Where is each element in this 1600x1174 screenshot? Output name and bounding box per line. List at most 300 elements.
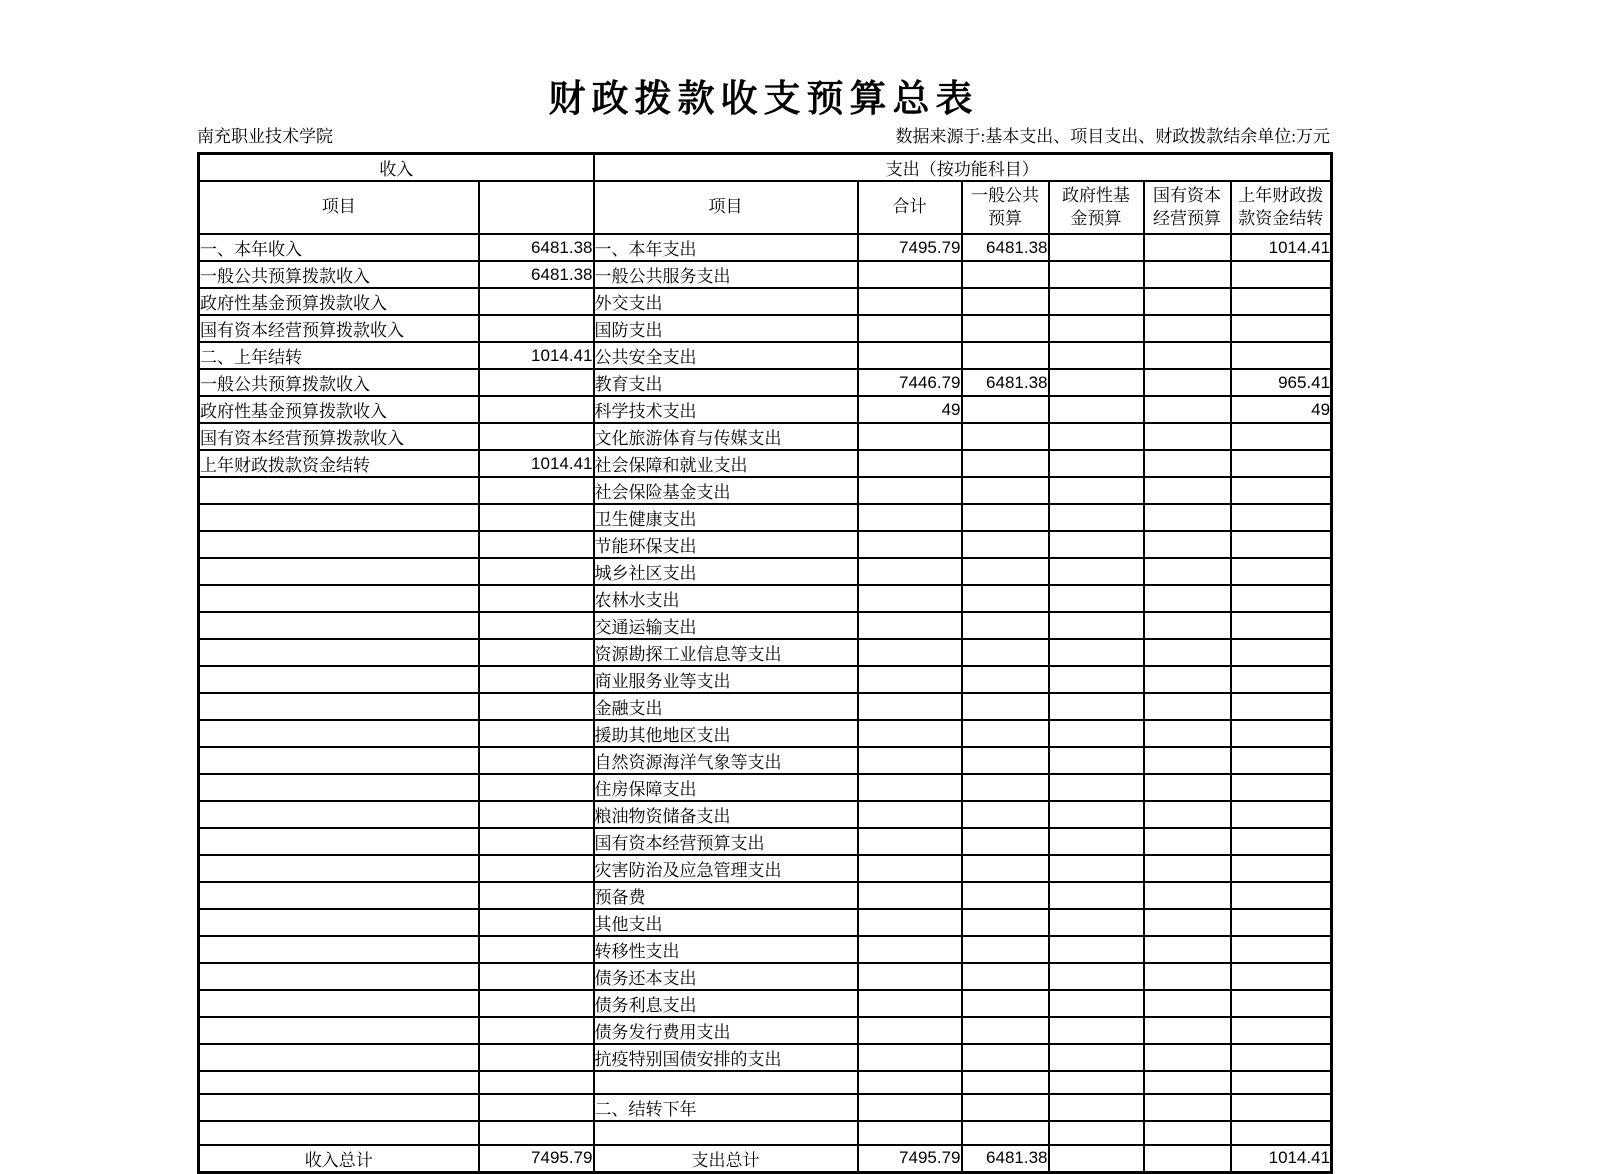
expense-item-cell: 其他支出 bbox=[594, 909, 858, 936]
expense-total-cell bbox=[858, 720, 962, 747]
expense-item-cell: 一般公共服务支出 bbox=[594, 261, 858, 288]
expense-general-budget-cell bbox=[962, 504, 1049, 531]
expense-carryover-cell bbox=[1231, 261, 1332, 288]
total-row bbox=[199, 1145, 1332, 1173]
expense-general-budget-cell bbox=[962, 639, 1049, 666]
income-item-cell bbox=[199, 1094, 479, 1121]
income-item-cell bbox=[199, 936, 479, 963]
expense-gov-fund-cell bbox=[1049, 1145, 1144, 1173]
budget-table bbox=[197, 152, 1333, 1174]
expense-general-budget-cell bbox=[962, 288, 1049, 315]
expense-gov-fund-cell bbox=[1049, 963, 1144, 990]
income-amount-cell bbox=[479, 423, 594, 450]
income-amount-cell bbox=[479, 963, 594, 990]
income-item-cell: 一般公共预算拨款收入 bbox=[199, 261, 479, 288]
table-row bbox=[199, 666, 1332, 693]
expense-item-cell: 社会保障和就业支出 bbox=[594, 450, 858, 477]
expense-carryover-cell: 965.41 bbox=[1231, 369, 1332, 396]
general-public-budget-header: 一般公共预算 bbox=[962, 181, 1049, 234]
expense-item-cell: 粮油物资储备支出 bbox=[594, 801, 858, 828]
expense-state-capital-cell bbox=[1144, 315, 1231, 342]
expense-item-cell: 交通运输支出 bbox=[594, 612, 858, 639]
income-amount-cell: 6481.38 bbox=[479, 234, 594, 261]
expense-gov-fund-cell bbox=[1049, 450, 1144, 477]
expense-item-cell: 债务发行费用支出 bbox=[594, 1017, 858, 1044]
expense-state-capital-cell bbox=[1144, 369, 1231, 396]
income-section-header: 收入 bbox=[199, 154, 594, 182]
income-amount-cell bbox=[479, 747, 594, 774]
expense-item-cell: 一、本年支出 bbox=[594, 234, 858, 261]
income-item-cell bbox=[199, 531, 479, 558]
expense-state-capital-cell bbox=[1144, 1017, 1231, 1044]
expense-gov-fund-cell bbox=[1049, 909, 1144, 936]
table-row bbox=[199, 720, 1332, 747]
expense-item-cell: 社会保险基金支出 bbox=[594, 477, 858, 504]
income-amount-cell bbox=[479, 855, 594, 882]
expense-state-capital-cell bbox=[1144, 909, 1231, 936]
expense-general-budget-cell bbox=[962, 990, 1049, 1017]
income-item-cell bbox=[199, 720, 479, 747]
expense-carryover-cell bbox=[1231, 963, 1332, 990]
expense-carryover-cell bbox=[1231, 1094, 1332, 1121]
expense-item-cell: 公共安全支出 bbox=[594, 342, 858, 369]
table-row bbox=[199, 909, 1332, 936]
expense-item-cell: 自然资源海洋气象等支出 bbox=[594, 747, 858, 774]
gov-fund-budget-header: 政府性基金预算 bbox=[1049, 181, 1144, 234]
expense-total-cell bbox=[858, 1044, 962, 1071]
expense-item-cell: 金融支出 bbox=[594, 693, 858, 720]
expense-general-budget-cell bbox=[962, 1094, 1049, 1121]
expense-item-cell: 文化旅游体育与传媒支出 bbox=[594, 423, 858, 450]
expense-item-cell: 农林水支出 bbox=[594, 585, 858, 612]
table-row bbox=[199, 558, 1332, 585]
expense-carryover-cell bbox=[1231, 531, 1332, 558]
expense-general-budget-cell bbox=[962, 1121, 1049, 1144]
expense-general-budget-cell bbox=[962, 342, 1049, 369]
table-row bbox=[199, 585, 1332, 612]
expense-total-cell: 7446.79 bbox=[858, 369, 962, 396]
expense-gov-fund-cell bbox=[1049, 1121, 1144, 1144]
income-item-cell bbox=[199, 585, 479, 612]
expense-item-cell: 节能环保支出 bbox=[594, 531, 858, 558]
expense-gov-fund-cell bbox=[1049, 720, 1144, 747]
income-item-cell bbox=[199, 882, 479, 909]
expense-gov-fund-cell bbox=[1049, 828, 1144, 855]
expense-gov-fund-cell bbox=[1049, 1017, 1144, 1044]
expense-carryover-cell bbox=[1231, 747, 1332, 774]
expense-gov-fund-cell bbox=[1049, 558, 1144, 585]
expense-carryover-cell bbox=[1231, 828, 1332, 855]
income-amount-cell bbox=[479, 828, 594, 855]
income-item-cell bbox=[199, 990, 479, 1017]
expense-total-cell bbox=[858, 612, 962, 639]
table-row bbox=[199, 477, 1332, 504]
expense-total-cell bbox=[858, 666, 962, 693]
income-item-cell bbox=[199, 801, 479, 828]
expense-state-capital-cell bbox=[1144, 828, 1231, 855]
expense-gov-fund-cell bbox=[1049, 1044, 1144, 1071]
income-item-cell: 一般公共预算拨款收入 bbox=[199, 369, 479, 396]
expense-item-cell: 科学技术支出 bbox=[594, 396, 858, 423]
expense-item-cell: 教育支出 bbox=[594, 369, 858, 396]
expense-state-capital-cell bbox=[1144, 666, 1231, 693]
expense-state-capital-cell bbox=[1144, 1094, 1231, 1121]
expense-gov-fund-cell bbox=[1049, 882, 1144, 909]
expense-item-cell: 国防支出 bbox=[594, 315, 858, 342]
expense-general-budget-cell bbox=[962, 693, 1049, 720]
expense-carryover-cell bbox=[1231, 342, 1332, 369]
expense-item-cell bbox=[594, 1071, 858, 1094]
table-row bbox=[199, 828, 1332, 855]
expense-gov-fund-cell bbox=[1049, 1071, 1144, 1094]
expense-general-budget-cell bbox=[962, 1017, 1049, 1044]
expense-total-cell bbox=[858, 639, 962, 666]
expense-gov-fund-cell bbox=[1049, 693, 1144, 720]
income-item-cell: 政府性基金预算拨款收入 bbox=[199, 288, 479, 315]
income-item-cell: 上年财政拨款资金结转 bbox=[199, 450, 479, 477]
income-amount-cell: 6481.38 bbox=[479, 261, 594, 288]
expense-state-capital-cell bbox=[1144, 882, 1231, 909]
table-row bbox=[199, 342, 1332, 369]
subheader bbox=[197, 126, 1330, 148]
expense-general-budget-cell: 6481.38 bbox=[962, 369, 1049, 396]
income-item-cell bbox=[199, 909, 479, 936]
expense-general-budget-cell bbox=[962, 423, 1049, 450]
income-amount-header bbox=[479, 181, 594, 234]
expense-state-capital-cell bbox=[1144, 396, 1231, 423]
expense-total-cell bbox=[858, 855, 962, 882]
state-capital-budget-header: 国有资本经营预算 bbox=[1144, 181, 1231, 234]
expense-state-capital-cell bbox=[1144, 531, 1231, 558]
expense-carryover-cell bbox=[1231, 288, 1332, 315]
income-amount-cell: 1014.41 bbox=[479, 342, 594, 369]
expense-general-budget-cell bbox=[962, 963, 1049, 990]
expense-state-capital-cell bbox=[1144, 801, 1231, 828]
expense-gov-fund-cell bbox=[1049, 477, 1144, 504]
expense-gov-fund-cell bbox=[1049, 531, 1144, 558]
expense-gov-fund-cell bbox=[1049, 396, 1144, 423]
expense-gov-fund-cell bbox=[1049, 801, 1144, 828]
expense-carryover-cell bbox=[1231, 450, 1332, 477]
income-amount-cell bbox=[479, 369, 594, 396]
expense-general-budget-cell bbox=[962, 1071, 1049, 1094]
expense-general-budget-cell bbox=[962, 936, 1049, 963]
expense-item-cell: 城乡社区支出 bbox=[594, 558, 858, 585]
table-row bbox=[199, 261, 1332, 288]
income-item-cell bbox=[199, 1017, 479, 1044]
expense-total-cell bbox=[858, 747, 962, 774]
expense-item-cell: 二、结转下年 bbox=[594, 1094, 858, 1121]
page-title: 财政拨款收支预算总表 bbox=[548, 79, 979, 120]
expense-state-capital-cell bbox=[1144, 1121, 1231, 1144]
expense-total-cell bbox=[858, 288, 962, 315]
table-row bbox=[199, 936, 1332, 963]
expense-general-budget-cell bbox=[962, 882, 1049, 909]
expense-total-cell bbox=[858, 1071, 962, 1094]
expense-item-cell bbox=[594, 1121, 858, 1144]
expense-total-cell: 49 bbox=[858, 396, 962, 423]
expense-gov-fund-cell bbox=[1049, 585, 1144, 612]
expense-total-cell bbox=[858, 585, 962, 612]
expense-state-capital-cell bbox=[1144, 234, 1231, 261]
table-row bbox=[199, 1071, 1332, 1094]
expense-gov-fund-cell bbox=[1049, 639, 1144, 666]
expense-state-capital-cell bbox=[1144, 477, 1231, 504]
table-row bbox=[199, 396, 1332, 423]
expense-total-cell bbox=[858, 261, 962, 288]
income-item-cell bbox=[199, 558, 479, 585]
expense-gov-fund-cell bbox=[1049, 261, 1144, 288]
expense-carryover-cell bbox=[1231, 774, 1332, 801]
income-amount-cell bbox=[479, 396, 594, 423]
expense-carryover-cell bbox=[1231, 693, 1332, 720]
expense-section-header: 支出（按功能科目） bbox=[594, 154, 1332, 182]
expense-gov-fund-cell bbox=[1049, 666, 1144, 693]
expense-general-budget-cell bbox=[962, 801, 1049, 828]
expense-total-cell bbox=[858, 801, 962, 828]
income-item-cell bbox=[199, 504, 479, 531]
expense-general-budget-cell bbox=[962, 1044, 1049, 1071]
income-item-cell: 国有资本经营预算拨款收入 bbox=[199, 423, 479, 450]
expense-general-budget-cell bbox=[962, 909, 1049, 936]
expense-item-cell: 援助其他地区支出 bbox=[594, 720, 858, 747]
income-amount-cell bbox=[479, 315, 594, 342]
total-header: 合计 bbox=[858, 181, 962, 234]
expense-total-cell bbox=[858, 450, 962, 477]
expense-state-capital-cell bbox=[1144, 990, 1231, 1017]
expense-total-cell bbox=[858, 504, 962, 531]
expense-state-capital-cell bbox=[1144, 963, 1231, 990]
expense-item-cell: 卫生健康支出 bbox=[594, 504, 858, 531]
table-row bbox=[199, 801, 1332, 828]
expense-carryover-cell: 49 bbox=[1231, 396, 1332, 423]
expense-carryover-cell bbox=[1231, 666, 1332, 693]
income-amount-cell bbox=[479, 504, 594, 531]
expense-total-cell bbox=[858, 558, 962, 585]
expense-item-cell: 资源勘探工业信息等支出 bbox=[594, 639, 858, 666]
expense-carryover-cell bbox=[1231, 315, 1332, 342]
table-row bbox=[199, 855, 1332, 882]
expense-carryover-cell bbox=[1231, 909, 1332, 936]
table-row bbox=[199, 990, 1332, 1017]
expense-state-capital-cell bbox=[1144, 720, 1231, 747]
expense-state-capital-cell bbox=[1144, 423, 1231, 450]
income-item-cell bbox=[199, 477, 479, 504]
expense-item-cell: 转移性支出 bbox=[594, 936, 858, 963]
expense-item-cell: 国有资本经营预算支出 bbox=[594, 828, 858, 855]
expense-general-budget-cell bbox=[962, 531, 1049, 558]
expense-carryover-cell bbox=[1231, 720, 1332, 747]
income-item-cell bbox=[199, 612, 479, 639]
table-row bbox=[199, 1044, 1332, 1071]
expense-carryover-cell bbox=[1231, 1071, 1332, 1094]
table-body bbox=[199, 234, 1332, 1172]
table-row bbox=[199, 882, 1332, 909]
expense-item-cell: 住房保障支出 bbox=[594, 774, 858, 801]
income-amount-cell bbox=[479, 882, 594, 909]
expense-general-budget-cell bbox=[962, 720, 1049, 747]
expense-carryover-cell bbox=[1231, 612, 1332, 639]
income-amount-cell bbox=[479, 477, 594, 504]
expense-gov-fund-cell bbox=[1049, 774, 1144, 801]
expense-state-capital-cell bbox=[1144, 450, 1231, 477]
expense-total-cell: 7495.79 bbox=[858, 234, 962, 261]
expense-gov-fund-cell bbox=[1049, 288, 1144, 315]
expense-total-cell bbox=[858, 963, 962, 990]
expense-total-cell bbox=[858, 315, 962, 342]
expense-general-budget-cell bbox=[962, 666, 1049, 693]
expense-item-header: 项目 bbox=[594, 181, 858, 234]
income-amount-cell bbox=[479, 612, 594, 639]
expense-total-cell bbox=[858, 1017, 962, 1044]
income-item-cell bbox=[199, 747, 479, 774]
income-amount-cell bbox=[479, 990, 594, 1017]
expense-state-capital-cell bbox=[1144, 747, 1231, 774]
expense-carryover-cell bbox=[1231, 1017, 1332, 1044]
table-row bbox=[199, 612, 1332, 639]
expense-general-budget-cell bbox=[962, 855, 1049, 882]
expense-state-capital-cell bbox=[1144, 504, 1231, 531]
income-item-cell bbox=[199, 639, 479, 666]
expense-total-cell bbox=[858, 774, 962, 801]
income-amount-cell bbox=[479, 585, 594, 612]
prev-year-carryover-header: 上年财政拨款资金结转 bbox=[1231, 181, 1332, 234]
expense-carryover-cell bbox=[1231, 990, 1332, 1017]
income-item-cell bbox=[199, 1121, 479, 1144]
expense-general-budget-cell: 6481.38 bbox=[962, 234, 1049, 261]
expense-general-budget-cell: 6481.38 bbox=[962, 1145, 1049, 1173]
expense-total-cell bbox=[858, 936, 962, 963]
income-item-header: 项目 bbox=[199, 181, 479, 234]
table-row bbox=[199, 288, 1332, 315]
expense-gov-fund-cell bbox=[1049, 936, 1144, 963]
expense-item-cell: 抗疫特别国债安排的支出 bbox=[594, 1044, 858, 1071]
expense-total-cell bbox=[858, 342, 962, 369]
expense-total-cell bbox=[858, 693, 962, 720]
income-amount-cell bbox=[479, 1017, 594, 1044]
income-amount-cell bbox=[479, 909, 594, 936]
expense-state-capital-cell bbox=[1144, 855, 1231, 882]
expense-carryover-cell bbox=[1231, 1121, 1332, 1144]
expense-gov-fund-cell bbox=[1049, 747, 1144, 774]
expense-general-budget-cell bbox=[962, 396, 1049, 423]
expense-carryover-cell bbox=[1231, 936, 1332, 963]
table-row bbox=[199, 747, 1332, 774]
expense-general-budget-cell bbox=[962, 774, 1049, 801]
expense-total-cell bbox=[858, 828, 962, 855]
income-amount-cell bbox=[479, 531, 594, 558]
income-amount-cell bbox=[479, 1121, 594, 1144]
expense-state-capital-cell bbox=[1144, 1071, 1231, 1094]
expense-carryover-cell bbox=[1231, 639, 1332, 666]
expense-item-cell: 支出总计 bbox=[594, 1145, 858, 1173]
expense-state-capital-cell bbox=[1144, 1145, 1231, 1173]
expense-state-capital-cell bbox=[1144, 612, 1231, 639]
source-note: 数据来源于:基本支出、项目支出、财政拨款结余单位:万元 bbox=[895, 127, 1330, 146]
income-item-cell bbox=[199, 774, 479, 801]
expense-carryover-cell bbox=[1231, 1044, 1332, 1071]
table-row bbox=[199, 693, 1332, 720]
expense-gov-fund-cell bbox=[1049, 855, 1144, 882]
table-row bbox=[199, 1017, 1332, 1044]
income-item-cell: 二、上年结转 bbox=[199, 342, 479, 369]
expense-total-cell: 7495.79 bbox=[858, 1145, 962, 1173]
expense-carryover-cell: 1014.41 bbox=[1231, 1145, 1332, 1173]
table-row bbox=[199, 531, 1332, 558]
expense-item-cell: 商业服务业等支出 bbox=[594, 666, 858, 693]
expense-state-capital-cell bbox=[1144, 936, 1231, 963]
expense-state-capital-cell bbox=[1144, 558, 1231, 585]
table-row bbox=[199, 639, 1332, 666]
expense-carryover-cell bbox=[1231, 558, 1332, 585]
income-amount-cell bbox=[479, 1094, 594, 1121]
income-amount-cell bbox=[479, 1044, 594, 1071]
expense-state-capital-cell bbox=[1144, 261, 1231, 288]
income-item-cell: 政府性基金预算拨款收入 bbox=[199, 396, 479, 423]
expense-gov-fund-cell bbox=[1049, 315, 1144, 342]
expense-total-cell bbox=[858, 882, 962, 909]
expense-item-cell: 灾害防治及应急管理支出 bbox=[594, 855, 858, 882]
expense-general-budget-cell bbox=[962, 261, 1049, 288]
expense-total-cell bbox=[858, 990, 962, 1017]
income-amount-cell bbox=[479, 288, 594, 315]
table-row bbox=[199, 315, 1332, 342]
expense-carryover-cell bbox=[1231, 801, 1332, 828]
income-amount-cell bbox=[479, 936, 594, 963]
income-amount-cell bbox=[479, 558, 594, 585]
expense-gov-fund-cell bbox=[1049, 342, 1144, 369]
income-item-cell bbox=[199, 693, 479, 720]
expense-gov-fund-cell bbox=[1049, 504, 1144, 531]
expense-general-budget-cell bbox=[962, 315, 1049, 342]
income-amount-cell bbox=[479, 693, 594, 720]
expense-state-capital-cell bbox=[1144, 342, 1231, 369]
income-amount-cell bbox=[479, 639, 594, 666]
expense-state-capital-cell bbox=[1144, 288, 1231, 315]
income-amount-cell bbox=[479, 1071, 594, 1094]
income-amount-cell bbox=[479, 720, 594, 747]
expense-state-capital-cell bbox=[1144, 639, 1231, 666]
income-item-cell bbox=[199, 828, 479, 855]
expense-carryover-cell bbox=[1231, 423, 1332, 450]
income-item-cell bbox=[199, 963, 479, 990]
income-item-cell bbox=[199, 1044, 479, 1071]
income-amount-cell bbox=[479, 666, 594, 693]
expense-gov-fund-cell bbox=[1049, 234, 1144, 261]
expense-state-capital-cell bbox=[1144, 585, 1231, 612]
expense-gov-fund-cell bbox=[1049, 612, 1144, 639]
income-item-cell bbox=[199, 666, 479, 693]
expense-general-budget-cell bbox=[962, 558, 1049, 585]
expense-gov-fund-cell bbox=[1049, 1094, 1144, 1121]
income-item-cell: 国有资本经营预算拨款收入 bbox=[199, 315, 479, 342]
column-header-row bbox=[199, 181, 1332, 234]
table-row bbox=[199, 963, 1332, 990]
expense-gov-fund-cell bbox=[1049, 423, 1144, 450]
expense-state-capital-cell bbox=[1144, 693, 1231, 720]
expense-general-budget-cell bbox=[962, 747, 1049, 774]
income-item-cell bbox=[199, 855, 479, 882]
expense-total-cell bbox=[858, 531, 962, 558]
expense-state-capital-cell bbox=[1144, 774, 1231, 801]
expense-carryover-cell bbox=[1231, 855, 1332, 882]
expense-carryover-cell bbox=[1231, 882, 1332, 909]
income-item-cell: 一、本年收入 bbox=[199, 234, 479, 261]
expense-carryover-cell bbox=[1231, 504, 1332, 531]
expense-total-cell bbox=[858, 1094, 962, 1121]
expense-item-cell: 债务利息支出 bbox=[594, 990, 858, 1017]
expense-item-cell: 债务还本支出 bbox=[594, 963, 858, 990]
